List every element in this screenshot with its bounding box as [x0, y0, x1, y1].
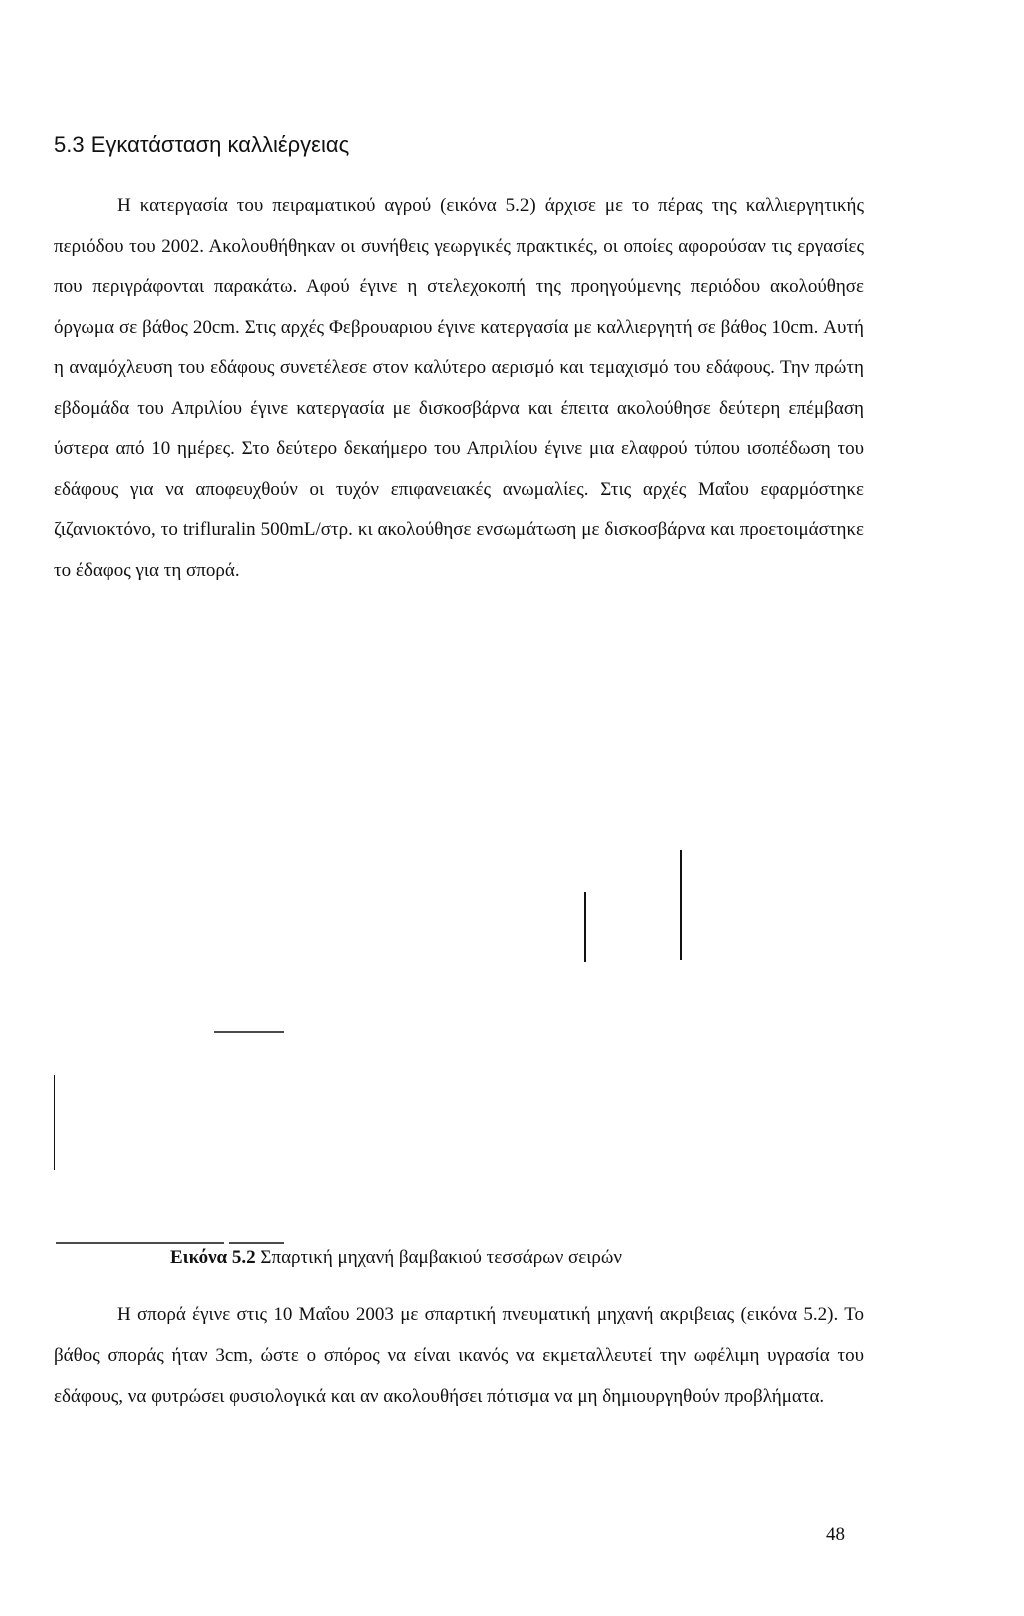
figure-remnant-lines [54, 850, 864, 1245]
figure-caption-text: Σπαρτική μηχανή βαμβακιού τεσσάρων σειρών [260, 1247, 622, 1268]
page-number: 48 [826, 1524, 845, 1545]
paragraph-1-text: Η κατεργασία του πειραματικού αγρού (εικόνα 5.2) άρχισε με το πέρας της καλλιεργητικής περιόδου του 2002. Ακολουθήθηκαν οι συνήθεις γεωργικές πρακτικές, οι οποίες αφορούσαν τις εργασίες που περιγράφονται παρακάτω. Αφού έγινε η στελεχοκοπή της προηγούμενης περιόδου ακολούθησε όργωμα σε βάθος 20cm. Στις αρχές Φεβρουαριου έγινε κατεργασία με καλλιεργητή σε βάθος 10cm. Αυτή η αναμόχλευση του εδάφους συνετέλεσε στον καλύτερο αερισμό και τεμαχισμό του εδάφους. Την πρώτη εβδομάδα του Απριλίου έγινε κατεργασία με δισκοσβάρνα και έπειτα ακολούθησε δεύτερη επέμβαση ύστερα από 10 ημέρες. Στο δεύτερο δεκαήμερο του Απριλίου έγινε μια ελαφρού τύπου ισοπέδωση του εδάφους για να αποφευχθούν οι τυχόν επιφανειακές ανωμαλίες. Στις αρχές Μαΐου εφαρμόστηκε ζιζανιοκτόνο, το trifluralin 500mL/στρ. κι ακολούθησε ενσωμάτωση με δισκοσβάρνα και προετοιμάστηκε το έδαφος για τη σπορά. [54, 195, 864, 581]
figure-image [54, 850, 864, 1245]
paragraph-sowing [54, 1294, 864, 1417]
figure-caption [170, 1245, 622, 1271]
paragraph-2-text: Η σπορά έγινε στις 10 Μαΐου 2003 με σπαρτική πνευματική μηχανή ακριβειας (εικόνα 5.2). Το βάθος σποράς ήταν 3cm, ώστε ο σπόρος να είναι ικανός να εκμεταλλευτεί την ωφέλιμη υγρασία του εδάφους, να φυτρώσει φυσιολογικά και αν ακολουθήσει πότισμα να μη δημιουργηθούν προβλήματα. [54, 1304, 864, 1407]
section-title: 5.3 Εγκατάσταση καλλιέργειας [54, 132, 350, 157]
figure-caption-label: Εικόνα 5.2 [170, 1247, 256, 1268]
paragraph-soil-preparation [54, 186, 864, 591]
